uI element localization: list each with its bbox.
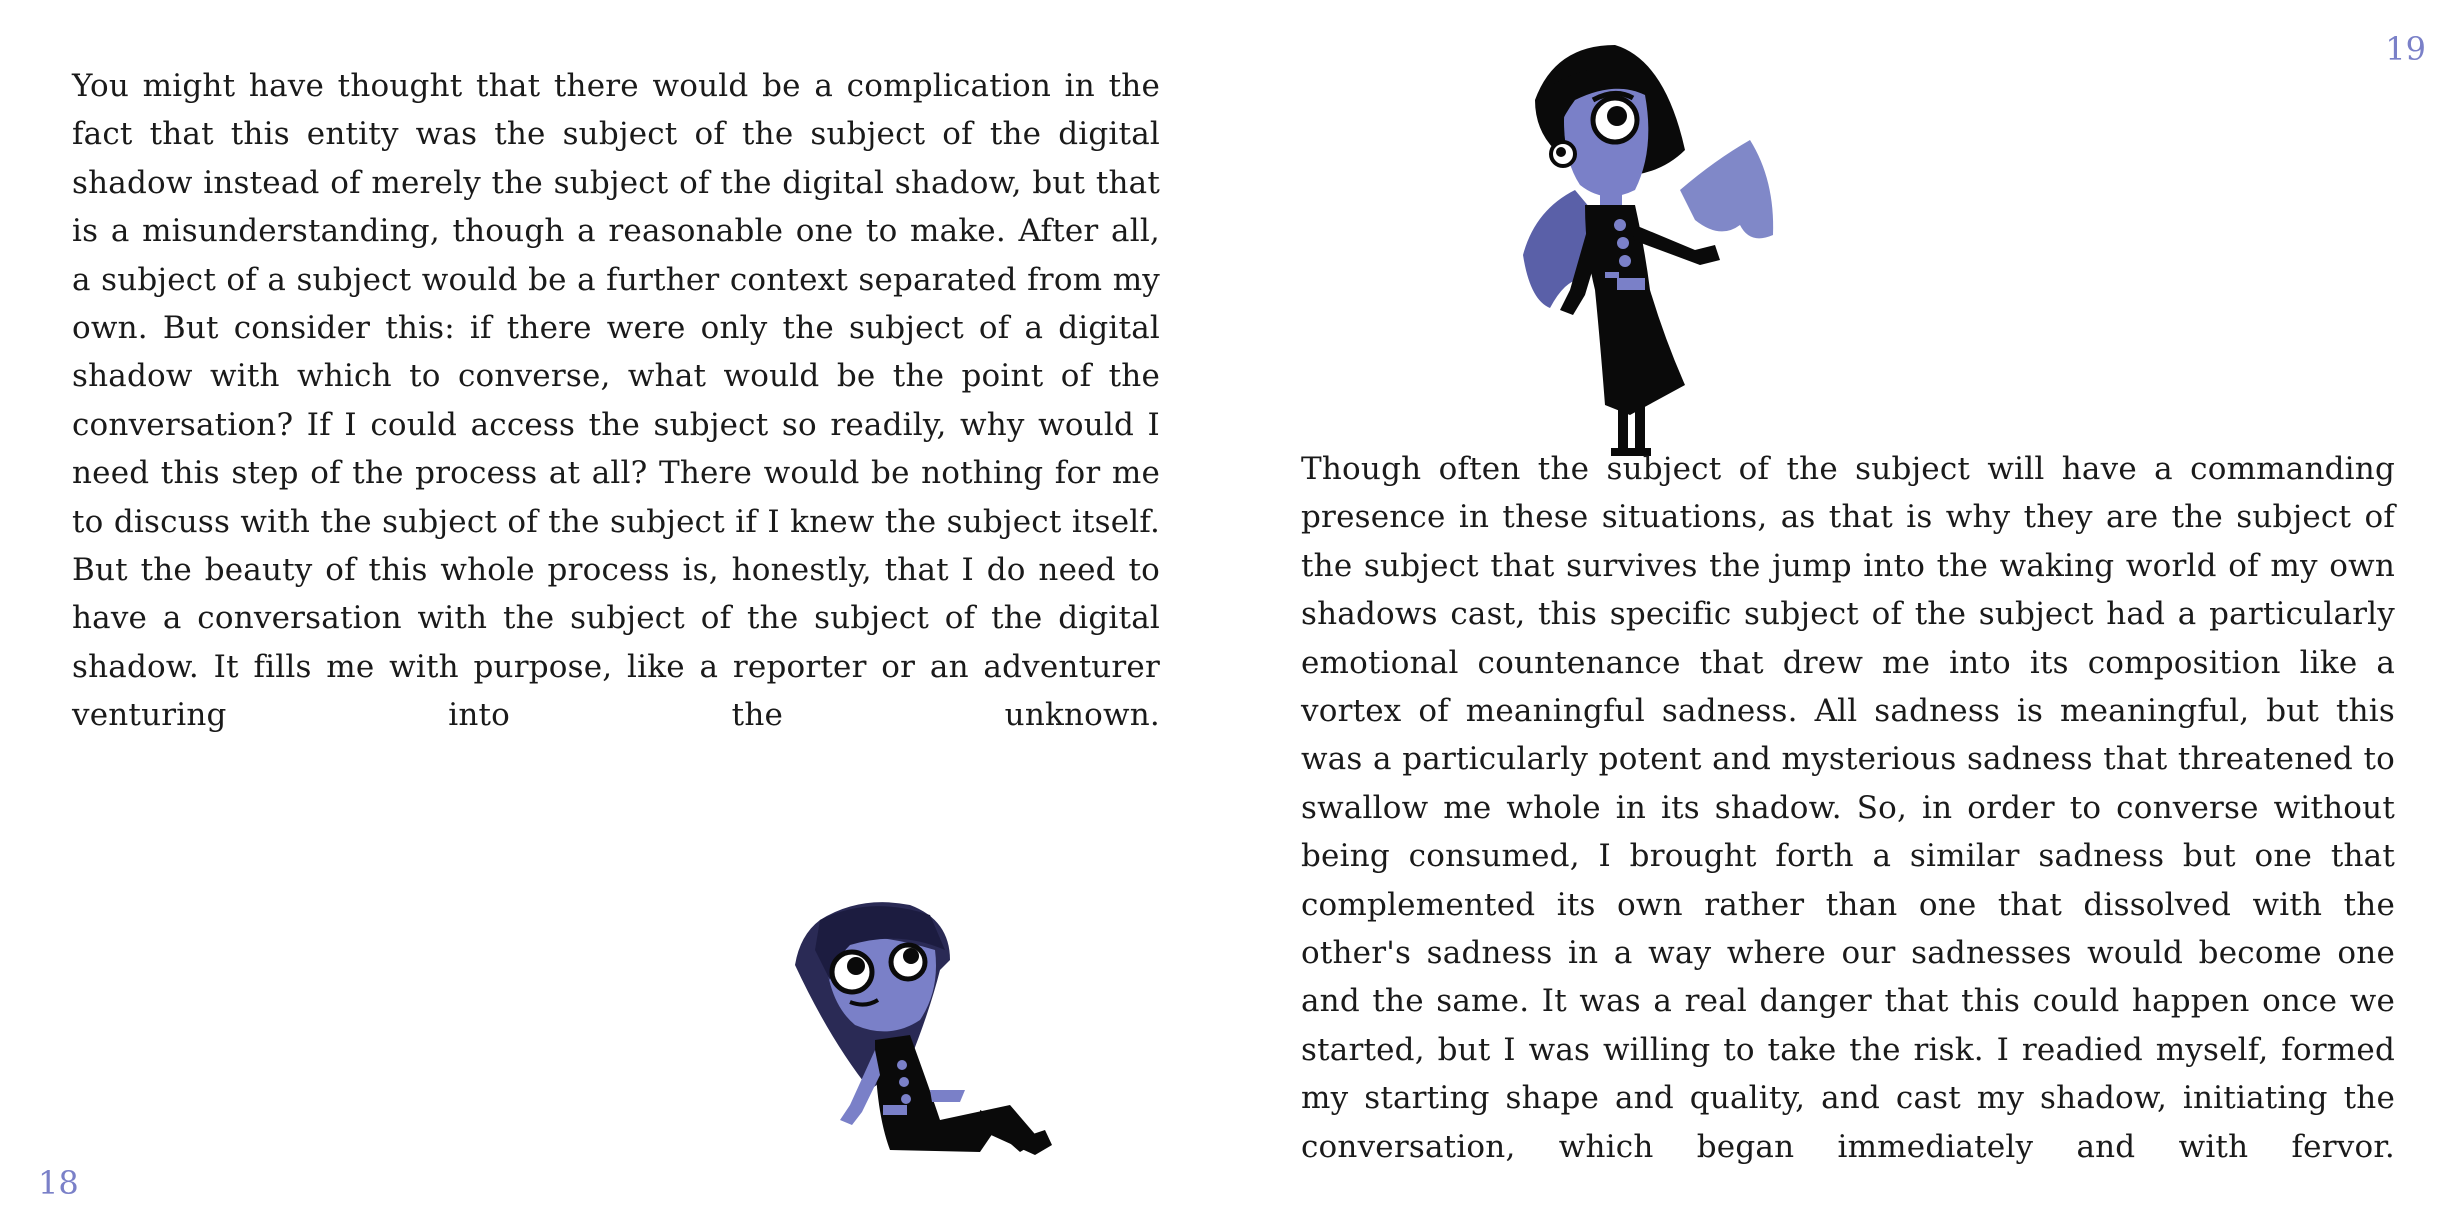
- left-page-text: You might have thought that there would be a complication in the fact that this entity was the subject of the subject of the digital shadow instead of merely the subject of the digital shadow, but that is a misunderstanding, though a reasonable one to make. After all, a subject of a subject would be a further context separated from my own. But consider this: if there were only the subject of a digital shadow with which to converse, what would be the point of the conversation? If I could access the subject so readily, why would I need this step of the process at all? There would be nothing for me to discuss with the subject of the subject if I knew the subject itself. But the beauty of this whole process is, honestly, that I do need to have a conversation with the subject of the subject of the digital shadow. It fills me with purpose, like a reporter or an adventurer venturing into the unknown.: [72, 68, 1160, 734]
- sitting-girl-illustration: [780, 890, 1060, 1180]
- right-page-number: 19: [2385, 30, 2426, 68]
- right-page-text: Though often the subject of the subject will have a commanding presence in these situations, as that is why they are the subject of the subject that survives the jump into the waking world of my own shadows cast, this specific subject of the subject had a particularly emotional countenance that drew me into its composition like a vortex of meaningful sadness. All sadness is meaningful, but this was a particularly potent and mysterious sadness that threatened to swallow me whole in its shadow. So, in order to converse without being consumed, I brought forth a similar sadness but one that complemented its own rather than one that dissolved with the other's sadness in a way where our sadnesses would become one and the same. It was a real danger that this could happen once we started, but I was willing to take the risk. I readied myself, formed my starting shape and quality, and cast my shadow, initiating the conversation, which began immediately and with fervor.: [1301, 451, 2395, 1165]
- winged-girl-illustration: [1515, 40, 1795, 460]
- left-page-number: 18: [38, 1164, 79, 1202]
- right-page: [1224, 0, 2448, 1224]
- winged-girl-right-wing: [1680, 140, 1773, 238]
